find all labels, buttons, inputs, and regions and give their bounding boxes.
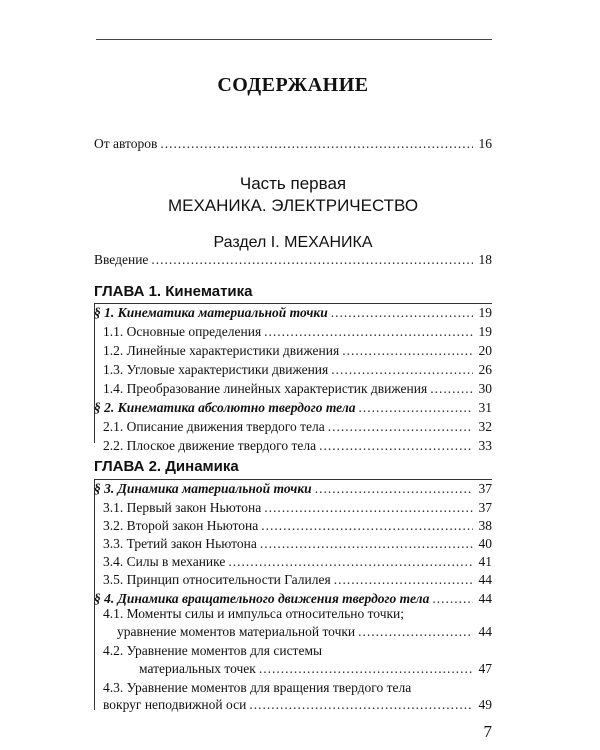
toc-entry-page: 20: [478, 343, 492, 358]
toc-entry-label: 1.1. Основные определения: [103, 324, 262, 339]
leader-dots: [359, 400, 473, 416]
toc-entry-label: 1.2. Линейные характеристики движения: [103, 343, 340, 358]
toc-entry-sec2[interactable]: [94, 400, 492, 419]
chapter-1-rule: [94, 303, 492, 304]
leader-dots: [342, 343, 473, 359]
toc-entry-label: Введение: [94, 252, 149, 267]
toc-entry-page: 31: [478, 400, 492, 415]
toc-entry-page: 44: [478, 572, 492, 587]
toc-entry-page: 32: [478, 419, 492, 434]
toc-entry-sec1[interactable]: [94, 305, 492, 324]
toc-entry-label: 3.5. Принцип относительности Галилея: [103, 572, 331, 587]
toc-entry-3-4[interactable]: [94, 554, 492, 573]
toc-entry-3-2[interactable]: [94, 518, 492, 537]
toc-entry-label: 1.4. Преобразование линейных характеристик движения: [103, 381, 428, 396]
toc-entry-page: 47: [478, 661, 492, 676]
leader-dots: [430, 381, 473, 397]
toc-entry-page: 30: [478, 381, 492, 396]
toc-entry-3-1[interactable]: [94, 500, 492, 519]
leader-dots: [319, 438, 473, 454]
toc-entry-3-5[interactable]: [94, 572, 492, 591]
toc-entry-label: § 4. Динамика вращательного движения твердого тела: [94, 591, 430, 606]
section-title: Раздел I. МЕХАНИКА: [213, 234, 373, 251]
toc-entry-4-1[interactable]: [94, 624, 492, 643]
leader-dots: [151, 252, 473, 268]
toc-entry-page: 38: [478, 518, 492, 533]
leader-dots: [328, 419, 473, 435]
toc-entry-page: 44: [478, 624, 492, 639]
toc-entry-label: § 2. Кинематика абсолютно твердого тела: [94, 400, 356, 415]
toc-entry-label: 1.3. Угловые характеристики движения: [103, 362, 329, 377]
toc-entry-3-3[interactable]: [94, 536, 492, 555]
toc-entry-1-2[interactable]: [94, 343, 492, 362]
chapter-2-rule: [94, 479, 492, 480]
toc-entry-page: 26: [478, 362, 492, 377]
page-number: 7: [483, 722, 492, 741]
chapter-2-title: ГЛАВА 2. Динамика: [94, 458, 239, 475]
toc-entry-2-1[interactable]: [94, 419, 492, 438]
toc-entry-page: 37: [478, 500, 492, 515]
toc-entry-sec3[interactable]: [94, 481, 492, 500]
toc-entry-4-1-line1[interactable]: 4.1. Моменты силы и импульса относительно точки;: [103, 606, 405, 621]
toc-entry-label: 3.1. Первый закон Ньютона: [103, 500, 262, 515]
leader-dots: [259, 661, 473, 677]
toc-title: СОДЕРЖАНИЕ: [217, 74, 369, 96]
toc-entry-label: § 3. Динамика материальной точки: [94, 481, 312, 496]
part-title: МЕХАНИКА. ЭЛЕКТРИЧЕСТВО: [167, 196, 419, 215]
toc-entry-label: 3.2. Второй закон Ньютона: [103, 518, 259, 533]
toc-entry-page: 49: [478, 697, 492, 712]
leader-dots: [261, 518, 473, 534]
toc-entry-1-1[interactable]: [94, 324, 492, 343]
toc-entry-page: 44: [478, 591, 492, 606]
toc-entry-label: вокруг неподвижной оси: [103, 697, 247, 712]
toc-entry-label: 2.2. Плоское движение твердого тела: [103, 438, 317, 453]
leader-dots: [260, 536, 473, 552]
part-label: Часть первая: [239, 174, 347, 193]
toc-entry-label: 2.1. Описание движения твердого тела: [103, 419, 325, 434]
toc-entry-label: 3.4. Силы в механике: [103, 554, 226, 569]
chapter-1-title: ГЛАВА 1. Кинематика: [94, 283, 253, 300]
leader-dots: [315, 481, 473, 497]
toc-entry-label: § 1. Кинематика материальной точки: [94, 305, 328, 320]
header-rule: [96, 39, 492, 40]
toc-entry-4-3-line1[interactable]: 4.3. Уравнение моментов для вращения твердого тела: [103, 680, 412, 695]
toc-entry-from-authors[interactable]: [94, 136, 492, 155]
leader-dots: [432, 591, 473, 607]
toc-entry-page: 18: [478, 252, 492, 267]
leader-dots: [264, 324, 473, 340]
toc-entry-4-2[interactable]: [94, 661, 492, 680]
toc-entry-1-4[interactable]: [94, 381, 492, 400]
toc-entry-page: 19: [478, 324, 492, 339]
toc-entry-label: От авторов: [94, 136, 158, 151]
toc-entry-label: материальных точек: [139, 661, 256, 676]
leader-dots: [331, 362, 473, 378]
leader-dots: [228, 554, 473, 570]
toc-entry-4-3[interactable]: [94, 697, 492, 716]
toc-entry-page: 19: [478, 305, 492, 320]
leader-dots: [249, 697, 473, 713]
toc-entry-intro[interactable]: [94, 252, 492, 271]
toc-entry-label: уравнение моментов материальной точки: [117, 624, 356, 639]
leader-dots: [334, 572, 473, 588]
leader-dots: [331, 305, 473, 321]
leader-dots: [264, 500, 473, 516]
leader-dots: [160, 136, 473, 152]
toc-entry-page: 40: [478, 536, 492, 551]
toc-entry-page: 41: [478, 554, 492, 569]
toc-entry-4-2-line1[interactable]: 4.2. Уравнение моментов для системы: [103, 643, 323, 658]
toc-entry-label: 3.3. Третий закон Ньютона: [103, 536, 257, 551]
toc-entry-1-3[interactable]: [94, 362, 492, 381]
toc-entry-2-2[interactable]: [94, 438, 492, 457]
toc-entry-page: 37: [478, 481, 492, 496]
toc-entry-page: 33: [478, 438, 492, 453]
leader-dots: [358, 624, 473, 640]
toc-entry-page: 16: [478, 136, 492, 151]
